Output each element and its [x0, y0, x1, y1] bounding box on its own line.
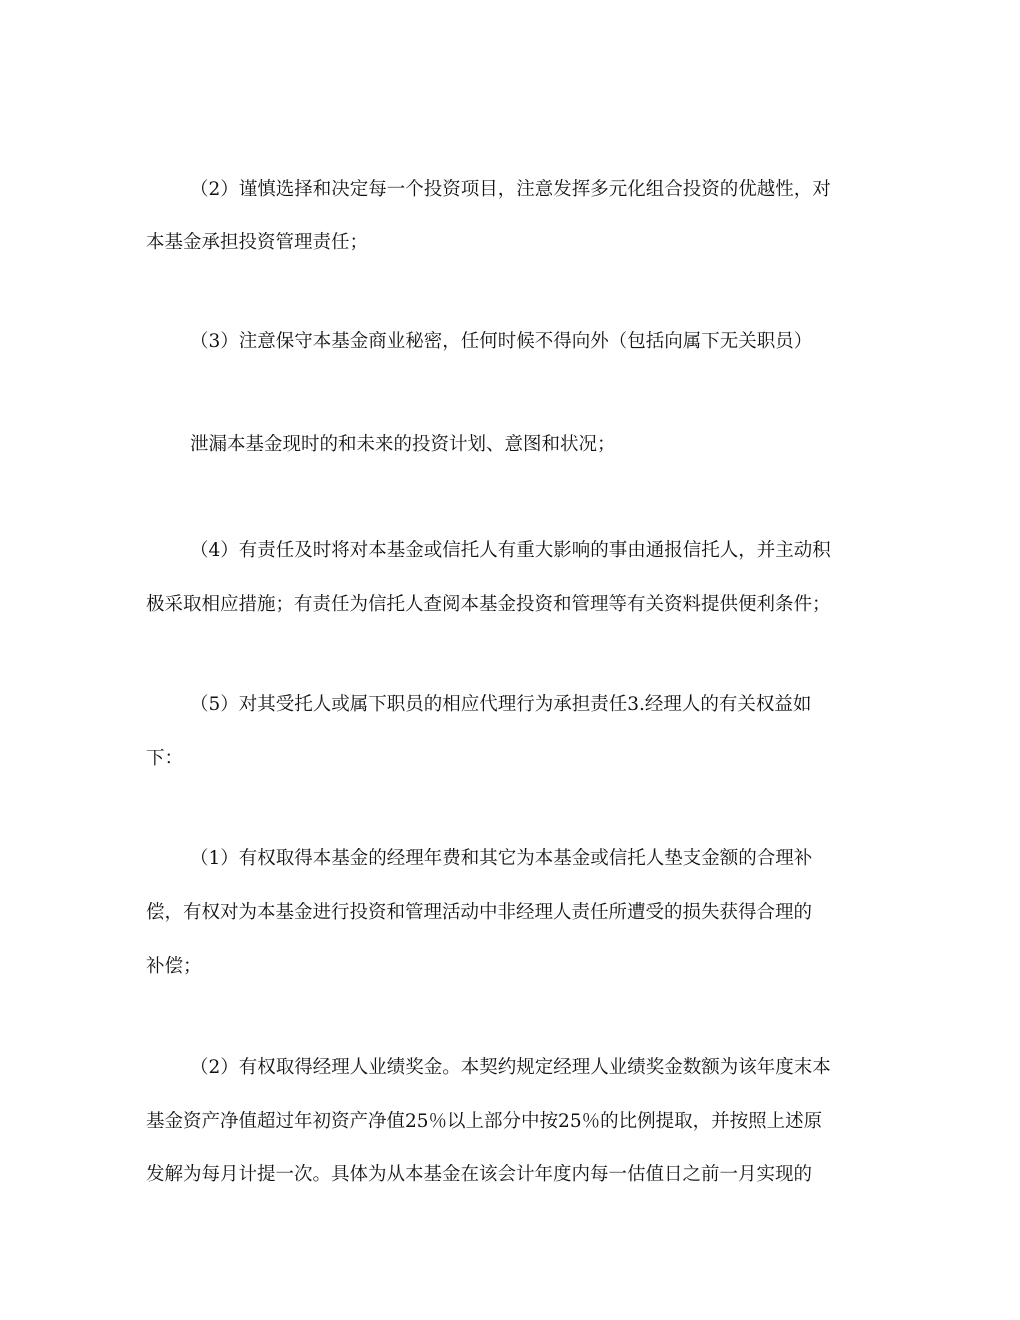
paragraph-2a-line-1: （2）谨慎选择和决定每一个投资项目，注意发挥多元化组合投资的优越性，对: [190, 179, 831, 200]
paragraph-4-line-2: 极采取相应措施；有责任为信托人查阅本基金投资和管理等有关资料提供便利条件；: [146, 594, 831, 615]
paragraph-5-line-1: （5）对其受托人或属下职员的相应代理行为承担责任3.经理人的有关权益如: [190, 694, 812, 715]
paragraph-3-line-1: （3）注意保守本基金商业秘密，任何时候不得向外（包括向属下无关职员）: [190, 331, 813, 352]
paragraph-5-line-2: 下：: [146, 748, 184, 769]
paragraph-2a-line-2: 本基金承担投资管理责任；: [146, 232, 369, 253]
paragraph-1-line-3: 补偿；: [146, 956, 202, 977]
paragraph-4-line-1: （4）有责任及时将对本基金或信托人有重大影响的事由通报信托人，并主动积: [190, 540, 831, 561]
paragraph-3-line-2: 泄漏本基金现时的和未来的投资计划、意图和状况；: [190, 434, 616, 455]
paragraph-1-line-2: 偿，有权对为本基金进行投资和管理活动中非经理人责任所遭受的损失获得合理的: [146, 902, 813, 923]
paragraph-2b-line-1: （2）有权取得经理人业绩奖金。本契约规定经理人业绩奖金数额为该年度末本: [190, 1057, 831, 1078]
paragraph-2b-line-2: 基金资产净值超过年初资产净值25％以上部分中按25％的比例提取，并按照上述原: [146, 1111, 823, 1132]
paragraph-1-line-1: （1）有权取得本基金的经理年费和其它为本基金或信托人垫支金额的合理补: [190, 848, 813, 869]
paragraph-2b-line-3: 发解为每月计提一次。具体为从本基金在该会计年度内每一估值日之前一月实现的: [146, 1164, 813, 1185]
